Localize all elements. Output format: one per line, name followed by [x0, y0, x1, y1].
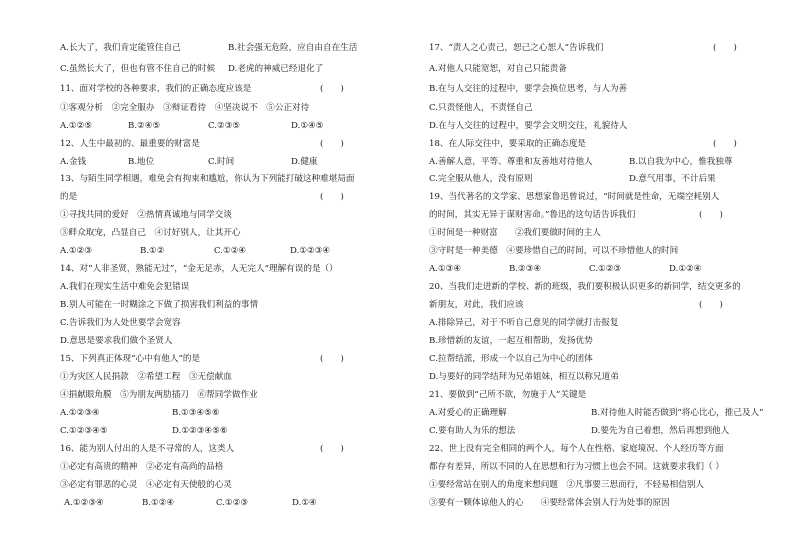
left-text-line: A.长大了，我们肯定能管住自己 [60, 43, 181, 53]
left-text-line: D.①②③④⑤⑥ [172, 426, 228, 436]
left-text-line: ①客观分析 ②完全服办 ③辩证看待 ④坚决说不 ⑤公正对待 [60, 103, 310, 113]
left-text-line: 11、面对学校的各种要求，我们的正确态度应该是 [60, 84, 252, 94]
right-text-line: B.珍惜新的友谊，一起互相帮助，发扬优势 [429, 336, 593, 346]
right-text-line: 20、当我们走进新的学校、新的班级，我们要积极认识更多的新同学，结交更多的 [429, 282, 741, 292]
right-answer-blank: ( ) [713, 139, 737, 149]
left-text-line: C.②③⑤ [208, 121, 241, 131]
left-text-line: D.健康 [291, 157, 318, 167]
right-text-line: A.对他人只能宽恕，对自己只能责备 [429, 64, 567, 74]
right-answer-blank: ( ) [699, 210, 723, 220]
right-text-line: A.排除异己，对于不听自己意见的同学就打击报复 [429, 318, 619, 328]
left-text-line: B.别人可能在一时糊涂之下做了损害我们利益的事情 [60, 300, 259, 310]
right-text-line: D.在与人交往的过程中，要学会文明交往，礼貌待人 [429, 121, 628, 131]
right-answer-blank: ( ) [699, 300, 723, 310]
right-text-line: B.②③④ [509, 264, 542, 274]
left-text-line: C.时间 [208, 157, 235, 167]
right-text-line: 的时间，其实无异于谋财害命。”鲁迅的这句话告诉我们 [429, 210, 636, 220]
left-answer-blank: ( ) [320, 139, 344, 149]
left-answer-blank: ( ) [320, 84, 344, 94]
left-text-line: B.①③④⑤⑥ [172, 408, 220, 418]
right-text-line: 17、“责人之心责己，恕己之心恕人”告诉我们 [429, 43, 604, 53]
left-text-line: B.社会强无危险，应自由自在生活 [228, 43, 358, 53]
right-text-line: 22、世上没有完全相同的两个人，每个人在性格、家庭境况、个人经历等方面 [429, 444, 724, 454]
right-text-line: 19、当代著名的文学家、思想家鲁迅曾说过，“时间就是性命，无端空耗别人 [429, 192, 720, 202]
left-text-line: A.我们在现实生活中难免会犯错误 [60, 282, 190, 292]
left-text-line: A.①②⑤ [60, 121, 93, 131]
left-text-line: ①寻找共同的爱好 ②热情真诚地与同学交谈 [60, 210, 232, 220]
right-text-line: ③要有一颗体谅他人的心 ④要经常体会别人行为处事的原因 [429, 498, 670, 508]
left-text-line: C.①②③④⑤ [60, 426, 108, 436]
left-text-line: A.①②③④ [60, 408, 100, 418]
right-text-line: D.与要好的同学结拜为兄弟姐妹，相互以称兄道弟 [429, 372, 619, 382]
right-text-line: D.①②④ [669, 264, 702, 274]
left-text-line: C.虽然长大了，但也有管不住自己的时候 [60, 64, 216, 74]
left-text-line: D.老虎的神威已经退化了 [228, 64, 324, 74]
left-text-line: D.①④⑤ [291, 121, 324, 131]
left-text-line: 12、人生中最初的、最重要的财富是 [60, 139, 200, 149]
right-text-line: C.①②③ [589, 264, 622, 274]
left-answer-blank: ( ) [320, 354, 344, 364]
left-text-line: C.①②④ [214, 246, 247, 256]
left-text-line: 14、对“人非圣贤，熟能无过”，“金无足赤，人无完人”理解有误的是（） [60, 264, 338, 274]
right-text-line: C.只责怪他人，不责怪自己 [429, 103, 533, 113]
right-text-line: 18、在人际交往中，要采取的正确态度是 [429, 139, 587, 149]
left-answer-blank: ( ) [320, 444, 344, 454]
right-text-line: A.善解人意，平等、尊重和友善地对待他人 [429, 157, 593, 167]
right-text-line: D.要先为自己着想，然后再想到他人 [591, 426, 730, 436]
left-text-line: ③必定有罪恶的心灵 ④必定有天使般的心灵 [60, 480, 232, 490]
left-text-line: D.①④ [292, 498, 317, 508]
right-text-line: ③守时是一种美德 ④要珍惜自己的时间，可以不珍惜他人的时间 [429, 246, 679, 256]
right-text-line: 都存有差异，所以不同的人在思想和行为习惯上也会不同。这就要求我们（ ） [429, 462, 724, 472]
left-text-line: D.①②③④ [290, 246, 331, 256]
left-text-line: 15、下列真正体现“心中有他人”的是 [60, 354, 201, 364]
left-text-line: ④捐献眼角膜 ⑤为朋友两肋插刀 ⑥帮同学做作业 [60, 390, 258, 400]
left-text-line: A.①②③④ [64, 498, 104, 508]
left-text-line: D.意思是要求我们做个圣贤人 [60, 336, 173, 346]
right-text-line: B.以自我为中心，惟我独尊 [629, 157, 733, 167]
right-text-line: C.要有助人为乐的想法 [429, 426, 516, 436]
right-answer-blank: ( ) [713, 43, 737, 53]
left-answer-blank: ( ) [320, 192, 344, 202]
left-text-line: A.①②③ [60, 246, 93, 256]
left-text-line: ①必定有高贵的精神 ②必定有高尚的品格 [60, 462, 224, 472]
left-text-line: A.金钱 [60, 157, 87, 167]
right-text-line: 新朋友，对此，我们应该 [429, 300, 524, 310]
right-text-line: C.拉帮结派，形成一个以自己为中心的团体 [429, 354, 593, 364]
right-text-line: 21、要做到“己所不欲，勿施于人”关键是 [429, 390, 587, 400]
right-text-line: ①时间是一种财富 ②我们要做时间的主人 [429, 228, 601, 238]
left-text-line: C.①②③ [216, 498, 249, 508]
right-text-line: D.意气用事，不计后果 [629, 174, 716, 184]
left-text-line: B.①② [140, 246, 165, 256]
left-text-line: ①为灾区人民捐款 ②希望工程 ③无偿献血 [60, 372, 232, 382]
left-text-line: B.①②④ [142, 498, 175, 508]
right-text-line: B.在与人交往的过程中，要学会换位思考，与人为善 [429, 84, 628, 94]
left-text-line: B.②④⑤ [128, 121, 161, 131]
right-text-line: A.对爱心的正确理解 [429, 408, 507, 418]
left-text-line: C.告诉我们为人处世要学会宽容 [60, 318, 181, 328]
left-text-line: ③畔众取宠，凸显自己 ④讨好别人，让其开心 [60, 228, 241, 238]
left-text-line: 的是 [60, 192, 78, 202]
left-text-line: 16、能为别人付出的人是不寻常的人，这类人 [60, 444, 235, 454]
right-text-line: C.完全服从他人，没有原则 [429, 174, 533, 184]
left-text-line: 13、与陌生同学相遇，难免会有拘束和尴尬，你认为下列能打破这种难堪局面 [60, 174, 355, 184]
right-text-line: ①要经常站在别人的角度来想问题 ②凡事要三思而行，不轻易相信别人 [429, 480, 705, 490]
left-text-line: B.地位 [128, 157, 155, 167]
right-text-line: A.①③④ [429, 264, 462, 274]
right-text-line: B.对待他人时能否做到“将心比心，推己及人” [591, 408, 764, 418]
